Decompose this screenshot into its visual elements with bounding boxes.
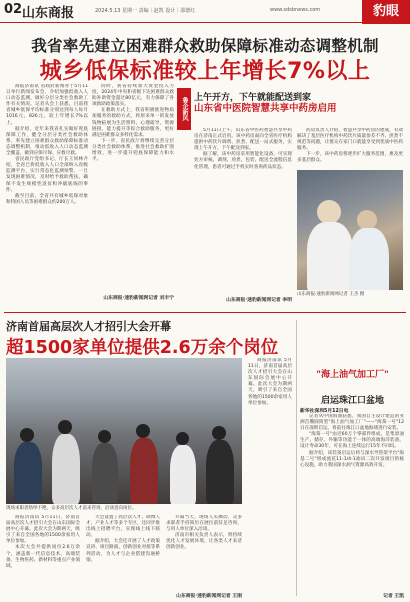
lead-headline: 城乡低保标准较上年增长7%以上 [39,59,371,84]
story2-column-1 [6,515,80,599]
lead-column-1 [6,84,88,304]
story2-para: 商报济南讯 5月11日，济南首届高层次人才招引大会在山东国际会展中心开幕。此次大会为期两天，吸引了来自全国各地的1500余家用人单位参加。 [6,515,80,545]
pharmacy-photo [297,170,403,290]
story2-headline: 超1500家单位提供2.6万余个岗位 [6,338,279,358]
story2-para: 济南市相关负责人表示，将持续优化人才发展环境，让各类人才来济创新创业。 [166,533,242,551]
story3-para: 记者从中国海油获悉，我国自主设计建造的亚洲首艘圆筒型"海上油气加工厂"——"海葵一号"12日在深圳启运，将前往珠江口盆地海域进行安装。 [300,414,404,432]
lead-para: 下一步，省民政厅将继续完善分层分类社会救助体系，推进社会救助扩围增效，进一步提升兜底保障能力和水平。 [92,138,174,163]
story2-para: 本次大会共提供岗位2.6万余个，涵盖新一代信息技术、高端装备、生物医药、新材料等重点产业领域。 [6,545,80,569]
column-divider [296,320,297,596]
side-byline: 山东商报·速豹新闻网记者 李明 [226,298,292,303]
section-brand: 豹眼 [362,0,410,24]
column-tag: 鲁企新风 [177,88,191,130]
job-fair-photo [6,358,242,504]
story2-para: 大会设置了高层次人才、硕博人才、产业人才等多个专区，还同步推出线上招聘平台，实现线上线下联动。 [86,515,160,539]
site-url[interactable]: www.sdsbnews.com [270,7,321,13]
story3-column [300,414,404,588]
lead-column-2 [92,84,174,290]
story2-caption: 现场求职者络绎不绝，众多高层次人才前来咨询，洽谈意向岗位。 [6,506,137,511]
story2-byline: 山东商报·速豹新闻网记者 王刚 [176,594,242,599]
story2-column-2 [86,515,160,599]
lead-para: 截至目前，全省共有城乡低保对象和特困人员等困难群众约200万人。 [6,193,88,205]
side-para: 下一步，该中药房将逐步扩大服务范围，惠及更多基层群众。 [297,152,403,164]
story2-para: 开幕当天，现场人头攒动，众多求职者手持简历在展位前驻足咨询，与用人单位深入洽谈。 [166,515,242,533]
lead-kicker: 我省率先建立困难群众救助保障标准动态调整机制 [31,37,379,55]
newspaper-name: 山东商报 [22,6,75,21]
story2-column-3 [166,515,242,591]
lead-byline: 山东商报·速豹新闻网记者 刘丰宁 [103,296,174,301]
issue-info: 2024.5.13 星期一 责编｜赵凯 设计｜邵德红 [95,8,196,14]
story3-dateline: 新华社深圳5月12日电 [300,409,349,414]
story3-kicker: "海上油气加工厂" [316,370,389,380]
lead-para: 同时，我省持续加大资金投入力度，2024年中央和省级下达困难群众救助补助资金超过80亿元，有力保障了各项救助政策落实。 [92,84,174,108]
side-para: 据了解，该中药房采用智能化设备，可实现处方审核、调剂、煎煮、包装、配送全流程信息化管理，患者可通过手机实时查询药品状态。 [194,152,292,170]
side-para: 药房负责人介绍，智慧共享中药房的建成，有效解决了基层医疗机构中药饮片质量参差不齐、煎煮不规范等问题，让群众在家门口就能享受到优质中医药服务。 [297,128,403,152]
lead-para: 商报济南讯 省政府新闻办于5月11日举行新闻发布会，介绍加强低收入人口动态监测，做好分层分类社会救助工作有关情况。记者从会上获悉，目前我省城乡低保平均标准分别达到每人每月1016元、826元，较上年增长7%以上。 [6,84,88,126]
side-headline: 山东省中医院智慧共享中药房启用 [194,103,337,114]
story3-byline: 记者 王凯 [383,594,404,599]
photo-caption: 山东商报·速豹新闻网记者 王杰 摄 [297,292,365,297]
section-divider [4,312,406,313]
story3-para: 据介绍，该装备启运后将与深水导管架平台"海基二号"组成流花11-1/4-1油田二次开发项目的核心设施，助力我国深水油气资源高效开发。 [300,450,404,468]
page-number: 02 [4,2,23,17]
lead-para: 在救助方式上，我省积极推进物质加服务的救助方式，将原来单一的发放钱物拓展为生活照料、心理疏导、资源链接、能力提升等综合救助服务，更好满足困难群众多样化需求。 [92,108,174,138]
story2-kicker: 济南首届高层次人才招引大会开幕 [6,320,171,333]
side-kicker: 上午开方，下午就能配送到家 [194,93,312,103]
side-column-1 [194,128,292,294]
story2-column-4 [248,358,292,596]
side-para: 5月11日上午，山东省中医药智慧共享中药房在济南正式启用。该中药房面向全省医疗机构提供中药饮片调剂、煎煮、配送一站式服务，实现上午开方、下午配送到家。 [194,128,292,152]
side-column-2 [297,128,403,168]
story3-headline: 启运珠江口盆地 [320,396,384,406]
story2-para: 据介绍，大会还开展了人才政策宣讲、项目路演、创新创业对接等系列活动，为人才与企业搭建沟通桥梁。 [86,539,160,563]
story3-para: "海葵一号"由近60万个零部件组成，是集原油生产、储存、外输等功能于一体的高端海洋装备，设计寿命30年，可在海上连续运行15年不回坞。 [300,432,404,450]
story2-para: 商报济南讯 5月11日，济南首届高层次人才招引大会在山东国际会展中心开幕。此次大会为期两天，吸引了来自全国各地的1500余家用人单位参加。 [248,358,292,406]
lead-para: 据介绍，近年来我省扎实做好兜底保障工作，健全分层分类社会救助体系，率先建立困难群众救助保障标准动态调整机制，推动低收入人口动态监测全覆盖，做到应保尽保、应救尽救。 [6,126,88,157]
lead-para: 省民政厅党组书记、厅长王同林介绍，全省已将低收入人口全部纳入省级监测平台，实行常态化监测预警，一旦发现困难情况，及时给予救助帮扶，确保不发生规模性返贫和冲破底线的事件。 [6,157,88,193]
